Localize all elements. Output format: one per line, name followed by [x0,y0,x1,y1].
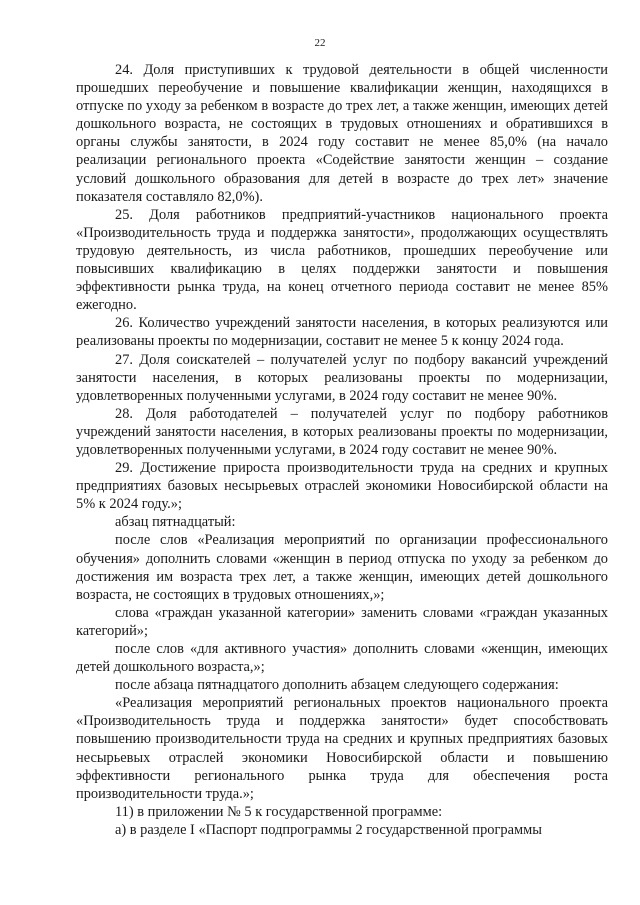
paragraph-item-27: 27. Доля соискателей – получателей услуг по подбору вакансий учреждений занятости населения, в которых реализованы проекты по модернизации, удовлетворенных полученными услугами, в 2024 году составит не менее 90%. [76,351,608,404]
paragraph-amendment-active-participation: после слов «для активного участия» дополнить словами «женщин, имеющих детей дошкольного возраста,»; [76,641,608,676]
paragraph-item-25: 25. Доля работников предприятий-участников национального проекта «Производительность труда и поддержка занятости», продолжающих осуществлять трудовую деятельность, из числа работников, прошедших переобучение или повысивших квалификацию в целях поддержки занятости и повышения эффективности рынка труда, на конец отчетного периода составит не менее 85% ежегодно. [76,206,608,314]
paragraph-subitem-a: а) в разделе I «Паспорт подпрограммы 2 государственной программы [115,821,542,838]
paragraph-amendment-replace-words: слова «граждан указанной категории» заменить словами «граждан указанных категорий»; [76,604,608,639]
paragraph-item-28: 28. Доля работодателей – получателей услуг по подбору работников учреждений занятости населения, в которых реализованы проекты по модернизации, удовлетворенных полученными услугами, в 2024 году составит не менее 90%. [76,405,608,458]
paragraph-item-29: 29. Достижение прироста производительности труда на средних и крупных предприятиях базовых несырьевых отраслей экономики Новосибирской области на 5% к 2024 году.»; [76,460,608,513]
paragraph-amendment-add-abzac: после абзаца пятнадцатого дополнить абзацем следующего содержания: [115,677,559,694]
paragraph-abzac-15: абзац пятнадцатый: [115,514,236,531]
paragraph-quoted-text: «Реализация мероприятий региональных проектов национального проекта «Производительность труда и поддержка занятости» будет способствовать повышению производительности труда на средних и крупных предприятиях базовых несырьевых отраслей экономики Новосибирской области и повышению эффективности регионального рынка труда для обеспечения роста производительности труда.»; [76,695,608,802]
paragraph-amendment-insert-words: после слов «Реализация мероприятий по организации профессионального обучения» дополнить словами «женщин в период отпуска по уходу за ребенком до достижения им возраста трех лет, а также женщин, имеющих детей дошкольного возраста, не состоящих в трудовых отношениях,»; [76,532,608,603]
paragraph-item-24: 24. Доля приступивших к трудовой деятельности в общей численности прошедших переобучение и повышение квалификации женщин, находящихся в отпуске по уходу за ребенком в возрасте до трех лет, а также женщин, имеющих детей дошкольного возраста, не состоящих в трудовых отношениях и обратившихся в органы службы занятости, в 2024 году составит не менее 85,0% (на начало реализации регионального проекта «Содействие занятости женщин – создание условий дошкольного образования для детей в возрасте до трех лет» значение показателя составляло 82,0%). [76,62,608,205]
paragraph-item-26: 26. Количество учреждений занятости населения, в которых реализуются или реализованы проекты по модернизации, составит не менее 5 к концу 2024 года. [76,315,608,350]
page-number: 22 [314,37,326,49]
document-body [76,61,608,839]
paragraph-item-11-appendix: 11) в приложении № 5 к государственной программе: [115,803,443,820]
